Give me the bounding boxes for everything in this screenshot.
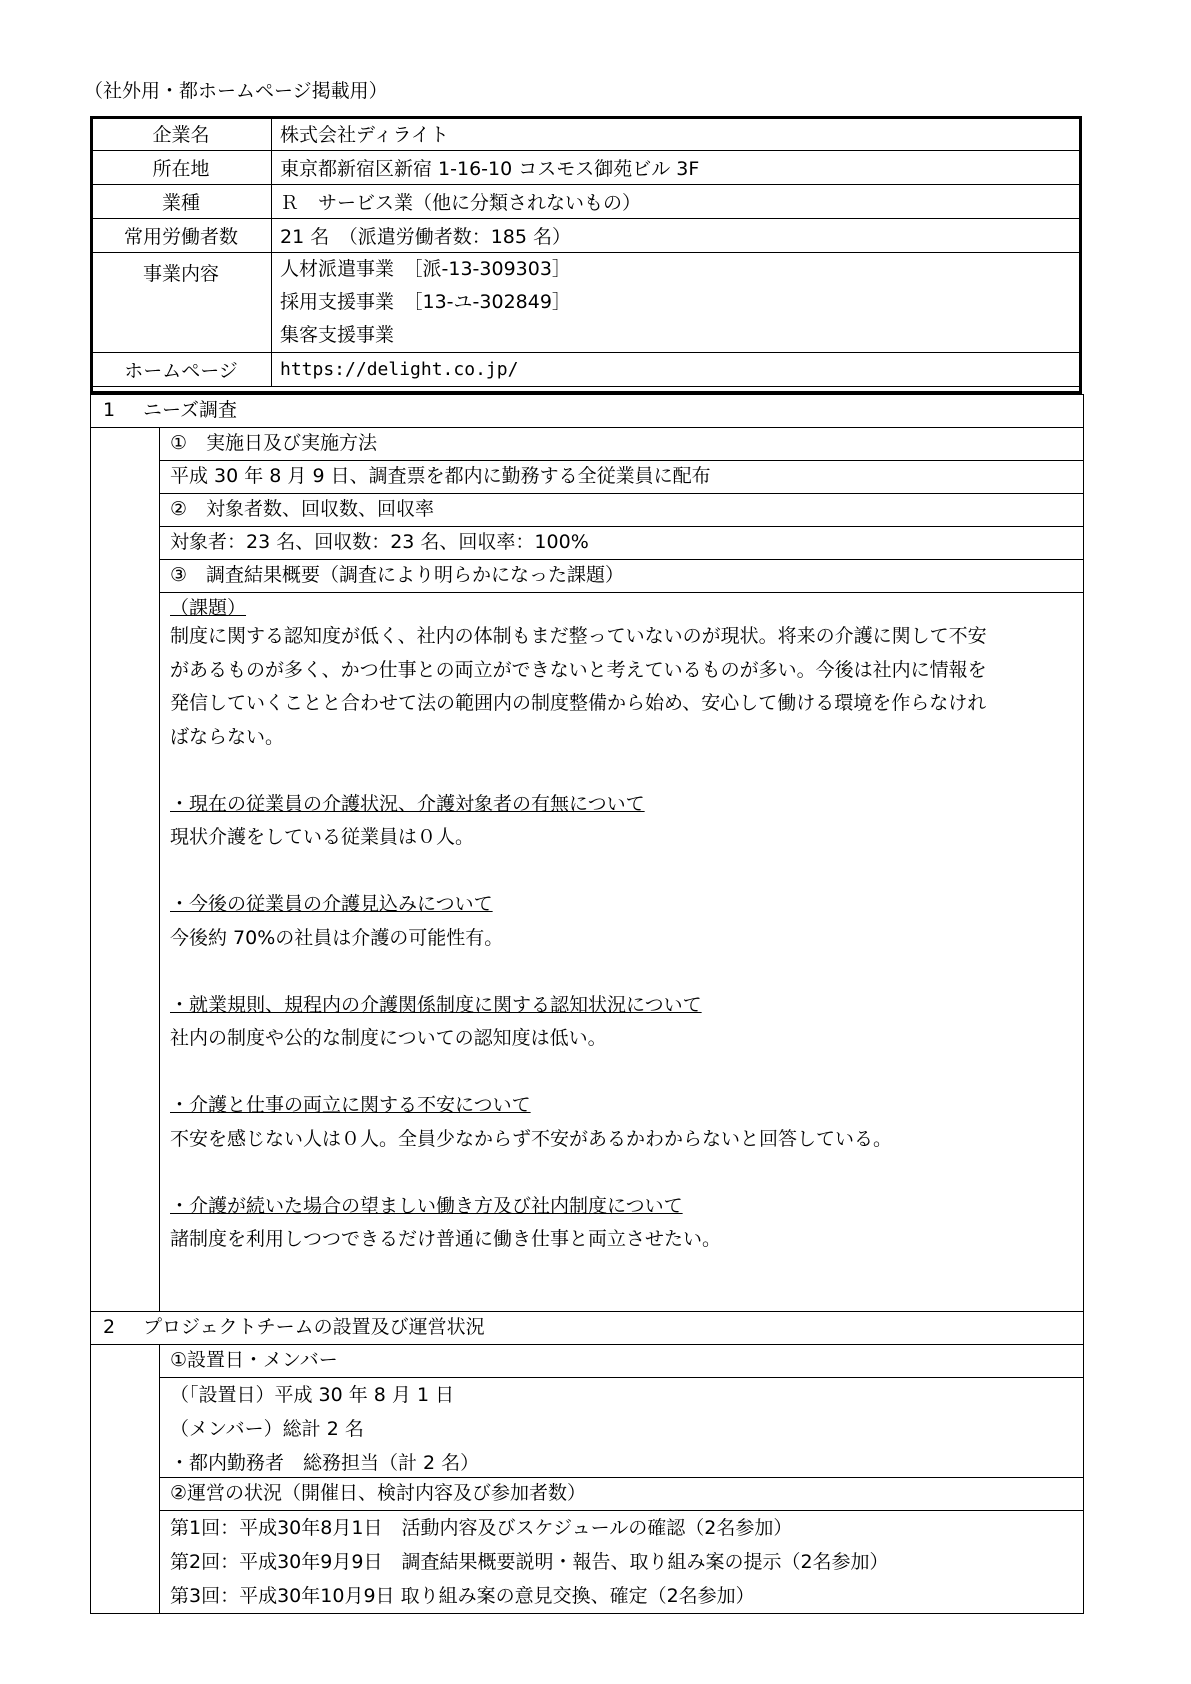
issue-line: 発信していくことと合わせて法の範囲内の制度整備から始め、安心して働ける環境を作らなけれ [170,692,987,714]
homepage-row [91,353,1082,387]
finding-body: 社内の制度や公的な制度についての認知度は低い。 [170,1027,607,1049]
finding-body: 今後約 70%の社員は介護の可能性有。 [170,926,504,949]
survey-result-title: ③ 調査結果概要（調査により明らかになった課題） [159,559,1084,593]
section2-header [90,1311,1084,1345]
finding-body: 不安を感じない人は０人。全員少なからず不安があるかわからないと回答している。 [170,1127,893,1150]
finding-body: 現状介護をしている従業員は０人。 [170,826,475,848]
company-name-label: 企業名 [91,117,272,151]
employees-label: 常用労働者数 [91,219,272,253]
company-info-table [90,116,1082,387]
business-line: 採用支援事業 ［13-ユ-302849］ [280,291,571,313]
section2-title: プロジェクトチームの設置及び運営状況 [143,1316,485,1338]
issue-heading: （課題） [170,597,247,619]
finding-item [170,1089,1073,1156]
meeting-line: 第3回：平成30年10月9日 取り組み案の意見交換、確定（2名参加） [170,1585,755,1607]
finding-heading: ・現在の従業員の介護状況、介護対象者の有無について [170,792,645,815]
team-setup-line: （「設置日）平成 30 年 8 月 1 日 [170,1384,455,1406]
industry-label: 業種 [91,185,272,219]
team-operation-body [159,1510,1084,1614]
finding-heading: ・介護が続いた場合の望ましい働き方及び社内制度について [170,1194,683,1217]
finding-item [170,989,1073,1056]
homepage-link[interactable]: https://delight.co.jp/ [272,353,1082,387]
issue-line: があるものが多く、かつ仕事との両立ができないと考えているものが多い。今後は社内に情報を [170,658,987,681]
business-line: 人材派遣事業 ［派-13-309303］ [280,258,571,280]
survey-count-title: ② 対象者数、回収数、回収率 [159,493,1084,527]
finding-body: 諸制度を利用しつつできるだけ普通に働き仕事と両立させたい。 [170,1228,722,1250]
section1-indent-column [90,427,160,1312]
company-name-value: 株式会社ディライト [272,117,1082,151]
team-setup-line: （メンバー）総計 2 名 [170,1418,364,1440]
business-label: 事業内容 [91,253,272,353]
industry-row [91,185,1082,219]
team-setup-line: ・都内勤務者 総務担当（計 2 名） [170,1452,480,1474]
section1-header [90,394,1084,428]
business-line: 集客支援事業 [280,324,395,346]
finding-item [170,788,1073,855]
meeting-line: 第1回：平成30年8月1日 活動内容及びスケジュールの確認（2名参加） [170,1517,793,1539]
survey-method-body: 平成 30 年 8 月 9 日、調査票を都内に勤務する全従業員に配布 [159,460,1084,494]
employees-value: 21 名 （派遣労働者数：185 名） [272,219,1082,253]
meeting-line: 第2回：平成30年9月9日 調査結果概要説明・報告、取り組み案の提示（2名参加） [170,1551,889,1573]
section2-number: 2 [103,1316,116,1338]
homepage-label: ホームページ [91,353,272,387]
survey-result-body [159,592,1084,1312]
survey-count-body: 対象者：23 名、回収数：23 名、回収率：100% [159,526,1084,560]
finding-heading: ・就業規則、規程内の介護関係制度に関する認知状況について [170,993,702,1016]
issue-line: 制度に関する認知度が低く、社内の体制もまだ整っていないのが現状。将来の介護に関して不安 [170,625,987,647]
section1-title: ニーズ調査 [143,399,238,421]
address-label: 所在地 [91,151,272,185]
team-operation-title: ②運営の状況（開催日、検討内容及び参加者数） [159,1477,1084,1511]
company-name-row [91,117,1082,151]
finding-heading: ・介護と仕事の両立に関する不安について [170,1094,531,1116]
address-row [91,151,1082,185]
section2-indent-column [90,1344,160,1614]
finding-item [170,888,1073,955]
team-setup-body [159,1377,1084,1478]
team-setup-title: ①設置日・メンバー [159,1344,1084,1378]
document-header-note: （社外用・都ホームページ掲載用） [84,80,388,102]
finding-item [170,1190,1073,1257]
issue-line: ばならない。 [170,725,285,748]
business-value [272,253,1082,353]
address-value: 東京都新宿区新宿 1-16-10 コスモス御苑ビル 3F [272,151,1082,185]
finding-heading: ・今後の従業員の介護見込みについて [170,893,493,915]
business-row [91,253,1082,353]
industry-value: Ｒ サービス業（他に分類されないもの） [272,185,1082,219]
section1-number: 1 [103,399,116,421]
employees-row [91,219,1082,253]
survey-method-title: ① 実施日及び実施方法 [159,427,1084,461]
